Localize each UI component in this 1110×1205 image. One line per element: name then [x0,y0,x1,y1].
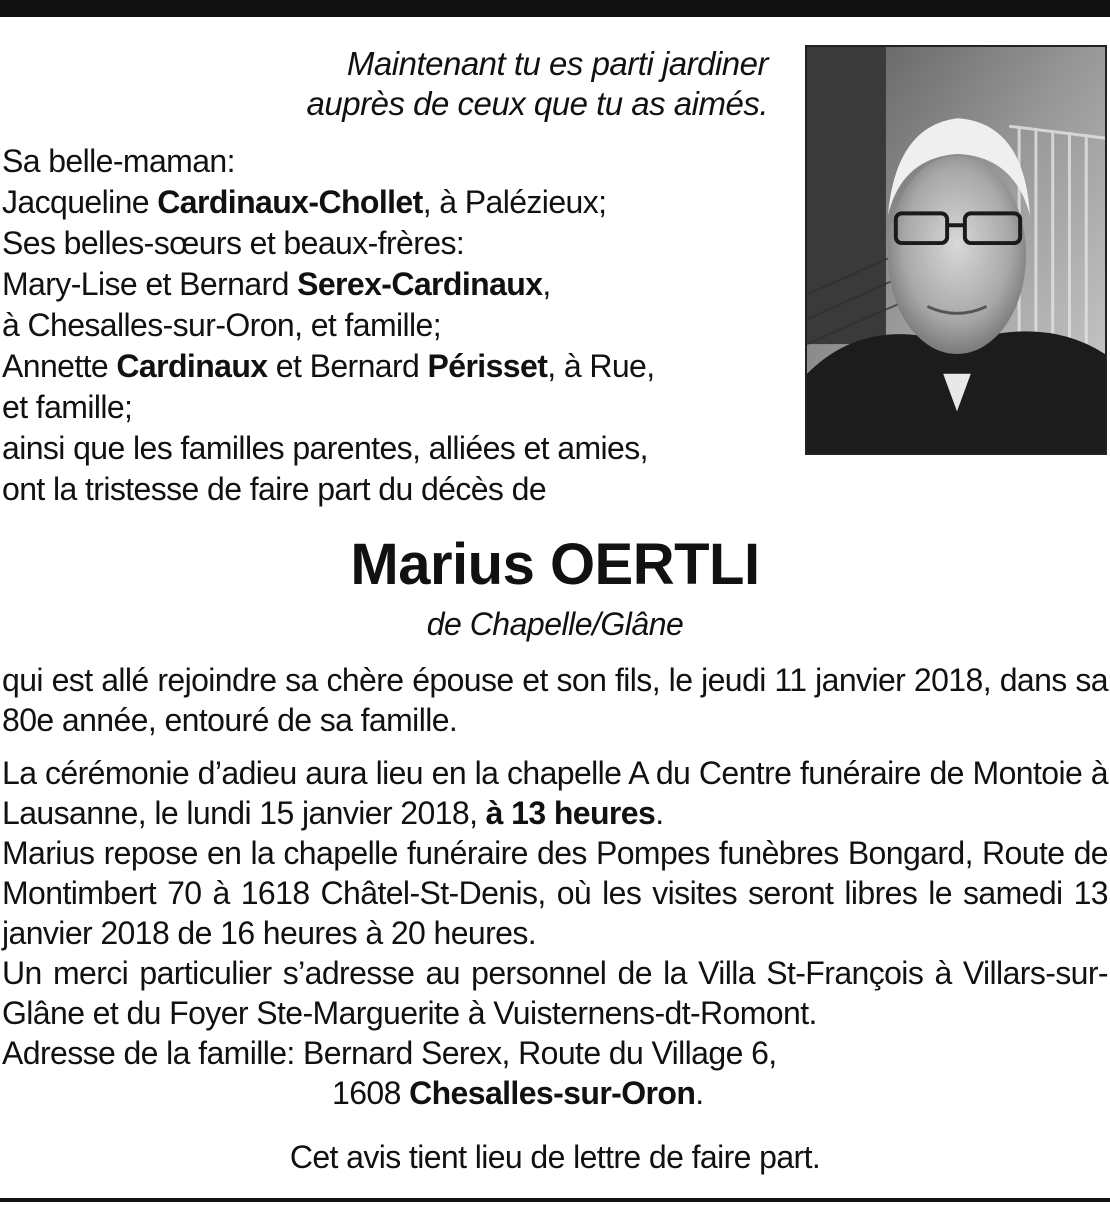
family-line: à Chesalles-sur-Oron, et famille; [2,307,442,343]
family-line: Mary-Lise et Bernard Serex-Cardinaux, [2,266,551,302]
family-name: Cardinaux-Chollet [157,184,423,220]
passing-paragraph: qui est allé rejoindre sa chère épouse et son fils, le jeudi 11 janvier 2018, dans sa 80e année, entouré de sa famille. [2,662,1108,738]
family-announcement [2,141,762,510]
announcement-body [2,660,1108,1113]
family-line: Jacqueline Cardinaux-Chollet, à Palézieux; [2,184,607,220]
bottom-rule [0,1198,1110,1202]
epigraph [200,44,768,124]
epigraph-line-2: auprès de ceux que tu as aimés. [306,85,768,122]
family-line: Ses belles-sœurs et beaux-frères: [2,225,465,261]
family-line: et famille; [2,389,133,425]
thanks-paragraph: Un merci particulier s’adresse au personnel de la Villa St-François à Villars-sur-Glâne et du Foyer Ste-Marguerite à Vuisternens-dt-Romont. [2,955,1108,1031]
closing-note: Cet avis tient lieu de lettre de faire part. [289,1139,821,1175]
family-line: Annette Cardinaux et Bernard Périsset, à Rue, [2,348,655,384]
family-line: ont la tristesse de faire part du décès de [2,471,547,507]
family-name: Serex-Cardinaux [297,266,543,302]
city-name: Chesalles-sur-Oron [409,1075,696,1111]
portrait-image [807,47,1105,453]
portrait-photo [805,45,1107,455]
ceremony-paragraph: La cérémonie d’adieu aura lieu en la chapelle A du Centre funéraire de Montoie à Lausanne, le lundi 15 janvier 2018, à 13 heures. [2,755,1108,831]
top-rule [0,0,1110,17]
family-name: Cardinaux [116,348,268,384]
family-address-city: 1608 Chesalles-sur-Oron. [332,1075,704,1111]
family-name: Périsset [427,348,548,384]
epigraph-line-1: Maintenant tu es parti jardiner [346,45,768,82]
family-address: Adresse de la famille: Bernard Serex, Route du Village 6, [2,1035,777,1071]
deceased-name: Marius OERTLI [350,532,760,597]
family-line: ainsi que les familles parentes, alliées et amies, [2,430,648,466]
deceased-origin: de Chapelle/Glâne [426,606,684,642]
visitation-paragraph: Marius repose en la chapelle funéraire des Pompes funèbres Bongard, Route de Montimbert 70 à 1618 Châtel-St-Denis, où les visites seront libres le samedi 13 janvier 2018 de 16 heures à 20 heures. [2,835,1108,951]
family-line: Sa belle-maman: [2,143,235,179]
ceremony-time: à 13 heures [485,795,656,831]
